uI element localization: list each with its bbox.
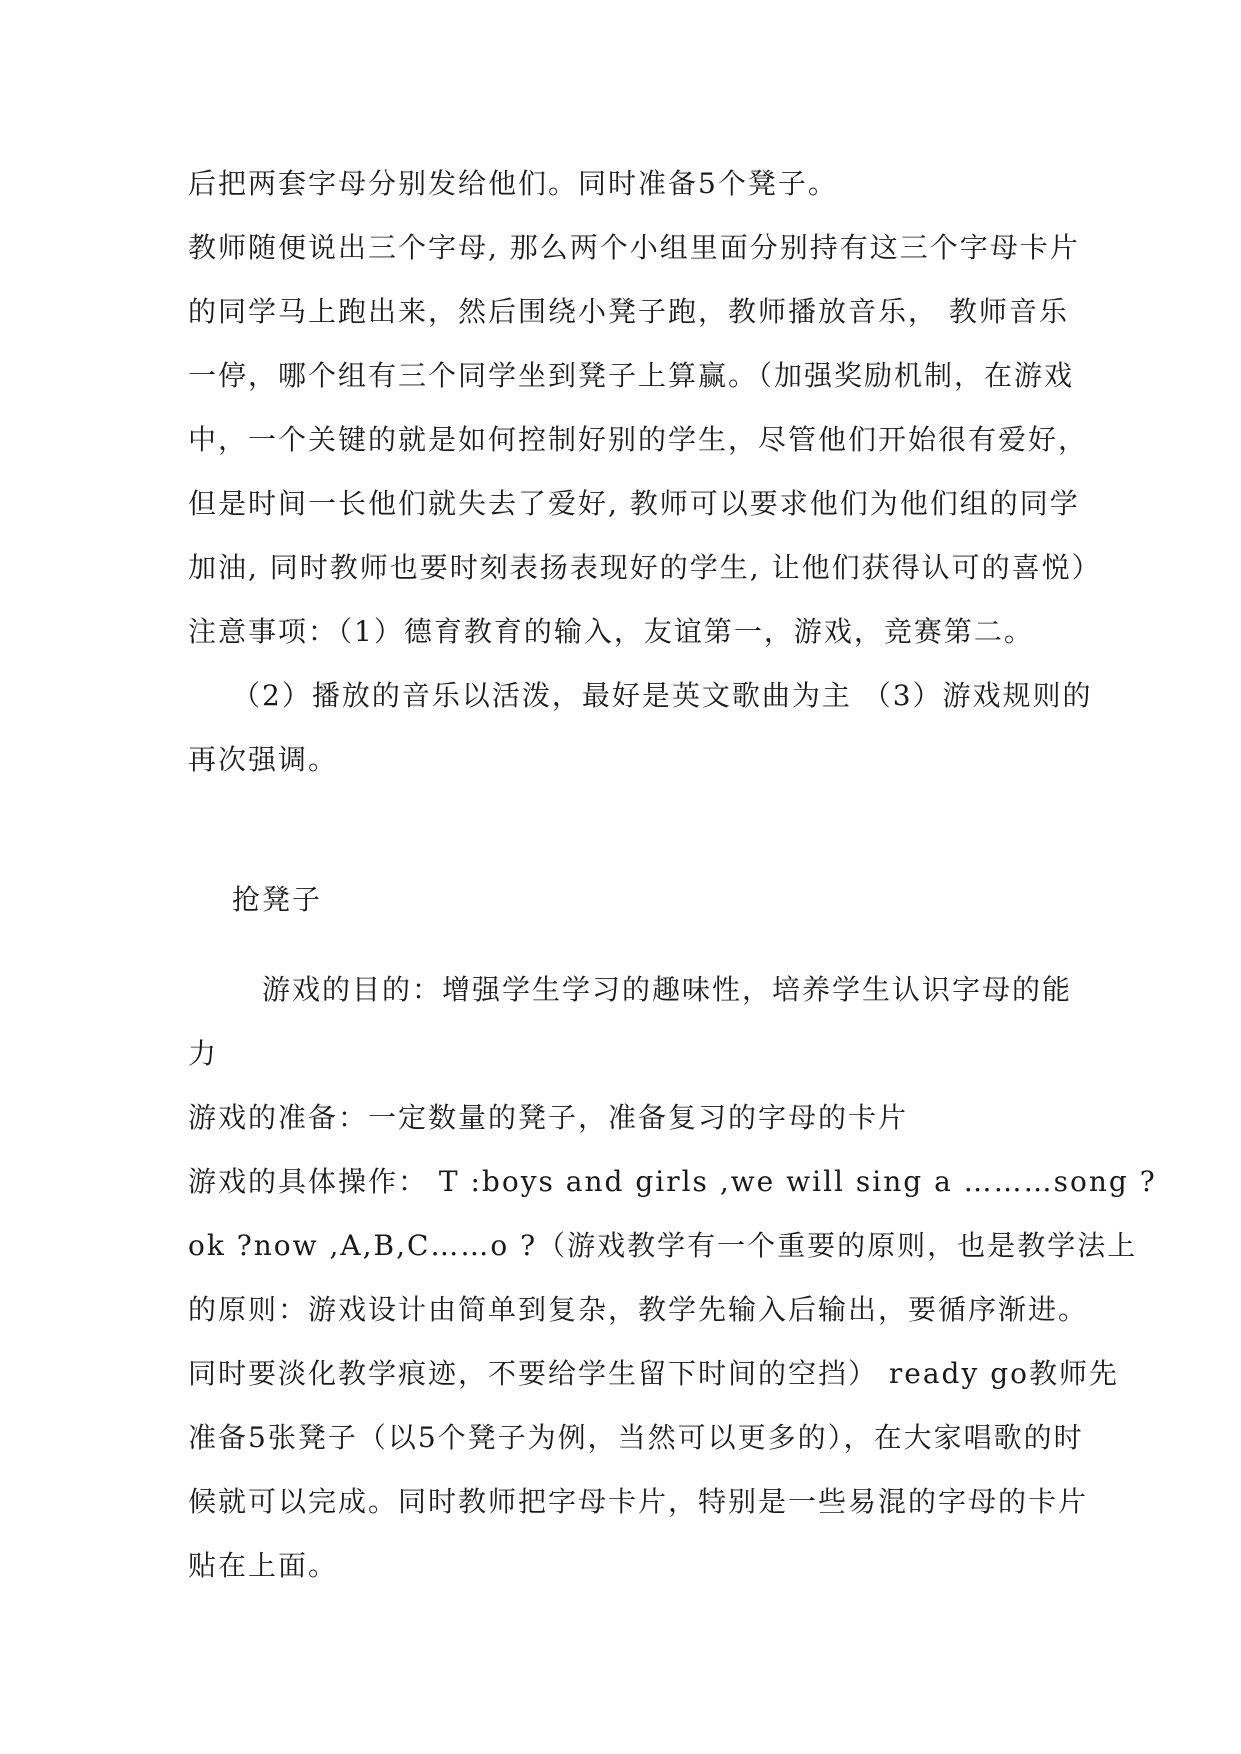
text-line: 准备5张凳子（以5个凳子为例，当然可以更多的），在大家唱歌的时 [188,1421,1084,1454]
text-line: 注意事项：（1）德育教育的输入，友谊第一，游戏，竞赛第二。 [188,615,1034,648]
text-line: 加油, 同时教师也要时刻表扬表现好的学生, 让他们获得认可的喜悦） [188,551,1102,584]
text-line: 但是时间一长他们就失去了爱好, 教师可以要求他们为他们组的同学 [188,487,1080,520]
text-line: 贴在上面。 [188,1549,339,1582]
text-line: 后把两套字母分别发给他们。同时准备5个凳子。 [188,167,838,200]
text-line: ok ?now ,A,B,C……o ?（游戏教学有一个重要的原则，也是教学法上 [188,1229,1138,1262]
text-line: 同时要淡化教学痕迹，不要给学生留下时间的空挡） ready go教师先 [188,1357,1119,1390]
text-line: 游戏的目的：增强学生学习的趣味性，培养学生认识字母的能 [262,973,1073,1006]
text-line: 候就可以完成。同时教师把字母卡片，特别是一些易混的字母的卡片 [188,1485,1089,1518]
text-line: （2）播放的音乐以活泼，最好是英文歌曲为主 （3）游戏规则的 [232,679,1093,712]
text-line: 中，一个关键的就是如何控制好别的学生，尽管他们开始很有爱好， [188,423,1089,456]
text-line: 游戏的准备：一定数量的凳子，准备复习的字母的卡片 [188,1101,909,1134]
text-line: 游戏的具体操作： T :boys and girls ,we will sing a ………song ? [188,1165,1157,1198]
text-line: 一停，哪个组有三个同学坐到凳子上算赢。（加强奖励机制，在游戏 [188,359,1075,392]
text-line: 再次强调。 [188,743,339,776]
text-line: 力 [188,1037,219,1070]
text-line: 教师随便说出三个字母, 那么两个小组里面分别持有这三个字母卡片 [188,231,1080,264]
text-line: 的原则：游戏设计由简单到复杂，教学先输入后输出，要循序渐进。 [188,1293,1089,1326]
section-title: 抢凳子 [232,883,323,916]
text-line: 的同学马上跑出来，然后围绕小凳子跑，教师播放音乐， 教师音乐 [188,295,1069,328]
